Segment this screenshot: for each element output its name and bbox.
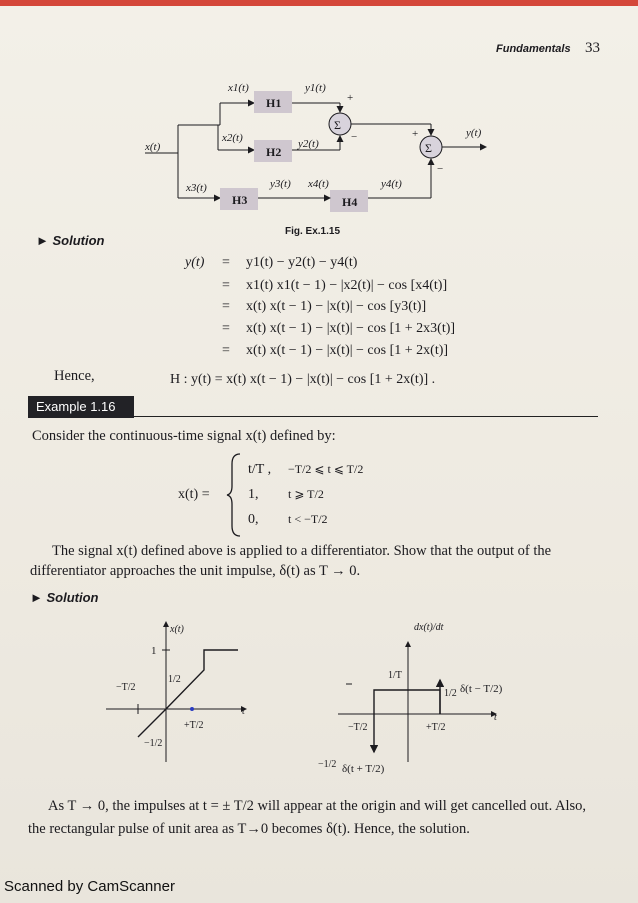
graph2-impulse-pos-label: δ(t − T/2) — [460, 683, 503, 695]
block-h1-label: H1 — [266, 96, 282, 110]
solution-heading-2 — [30, 590, 99, 605]
graph2-impulse-neg-label: δ(t + T/2) — [342, 763, 385, 775]
case-1-value: t/T , — [248, 462, 272, 477]
equals-sign-1: = — [222, 255, 230, 270]
example-divider — [134, 416, 598, 417]
running-header-title: Fundamentals — [496, 43, 571, 55]
y4-label: y4(t) — [381, 178, 402, 190]
sum-1-symbol: Σ — [334, 118, 341, 132]
conclusion-line-2: the rectangular pulse of unit area as T→0 becomes δ(t). Hence, the solution. — [28, 821, 470, 837]
graph1-neg-half-label: −1/2 — [144, 738, 163, 749]
x2-label: x2(t) — [222, 132, 243, 144]
block-diagram — [0, 0, 638, 240]
graph1-pos-T2-label: +T/2 — [184, 720, 204, 731]
derivation-line-1: y1(t) − y2(t) − y4(t) — [246, 255, 358, 270]
derivation-line-3: x(t) x(t − 1) − |x(t)| − cos [y3(t)] — [246, 299, 427, 314]
equals-sign-4: = — [222, 321, 230, 336]
sum2-plus-sign: + — [412, 128, 419, 140]
graph2-ylabel: dx(t)/dt — [414, 622, 444, 633]
block-h3-label: H3 — [232, 193, 248, 207]
output-label: y(t) — [466, 127, 482, 139]
hence-label: Hence, — [54, 368, 95, 384]
y2-label: y2(t) — [298, 138, 319, 150]
example-intro: Consider the continuous-time signal x(t) defined by: — [32, 428, 336, 444]
graph2-t-label: t — [494, 712, 497, 723]
graph1-ylabel: x(t) — [170, 624, 184, 635]
case-2-condition: t ⩾ T/2 — [288, 487, 324, 501]
y3-label: y3(t) — [270, 178, 291, 190]
origin-mark — [190, 707, 194, 711]
scanner-watermark: Scanned by CamScanner — [4, 878, 175, 895]
rectangular-pulse — [374, 690, 440, 714]
case-3-condition: t < −T/2 — [288, 512, 328, 526]
solution-heading-1 — [36, 233, 105, 248]
case-1-condition: −T/2 ⩽ t ⩽ T/2 — [288, 462, 364, 476]
equation-lhs: y(t) — [185, 255, 205, 270]
derivation-line-4: x(t) x(t − 1) − |x(t)| − cos [1 + 2x3(t)] — [246, 321, 456, 336]
graph2-pos-T2-label: +T/2 — [426, 722, 446, 733]
problem-text-line-2: differentiator approaches the unit impulse, δ(t) as T → 0. — [30, 563, 361, 579]
page-number: 33 — [585, 40, 600, 56]
solution-label: Solution — [52, 233, 105, 248]
final-equation: H : y(t) = x(t) x(t − 1) − |x(t)| − cos [1 + 2x(t)] . — [170, 372, 436, 387]
sum2-minus-sign: − — [437, 163, 444, 175]
graph2-neg-half-label: −1/2 — [318, 759, 337, 770]
conclusion-line-1: As T → 0, the impulses at t = ± T/2 will appear at the origin and will get cancelled out. Also, — [48, 798, 587, 814]
solution-label-2: Solution — [46, 590, 99, 605]
problem-text-line-1: The signal x(t) defined above is applied to a differentiator. Show that the output of the — [52, 543, 552, 559]
graph2-invT-label: 1/T — [388, 670, 402, 681]
derivation-line-2: x1(t) x1(t − 1) − |x2(t)| − cos [x4(t)] — [246, 278, 448, 293]
graph-x-of-t — [96, 612, 266, 777]
graph1-t-label: t — [242, 706, 245, 717]
sum1-minus-sign: − — [351, 131, 358, 143]
case-2-value: 1, — [248, 487, 259, 502]
x1-label: x1(t) — [228, 82, 249, 94]
equals-sign-5: = — [222, 343, 230, 358]
triangle-bullet-icon: ► — [30, 590, 43, 605]
equals-sign-3: = — [222, 299, 230, 314]
x3-label: x3(t) — [186, 182, 207, 194]
block-h2-label: H2 — [266, 145, 282, 159]
piecewise-lhs: x(t) = — [178, 487, 210, 502]
triangle-bullet-icon: ► — [36, 233, 49, 248]
example-label: Example 1.16 — [28, 396, 134, 418]
case-3-value: 0, — [248, 512, 259, 527]
x4-label: x4(t) — [308, 178, 329, 190]
y1-label: y1(t) — [305, 82, 326, 94]
left-brace — [226, 452, 242, 538]
block-h4-label: H4 — [342, 195, 358, 209]
equals-sign-2: = — [222, 278, 230, 293]
figure-caption: Fig. Ex.1.15 — [285, 226, 341, 237]
graph1-neg-T2-label: −T/2 — [116, 682, 136, 693]
graph1-half-label: 1/2 — [168, 674, 181, 685]
sum1-plus-sign: + — [347, 92, 354, 104]
graph2-neg-T2-label: −T/2 — [348, 722, 368, 733]
graph2-half-label: 1/2 — [444, 688, 457, 699]
graph-dxdt — [318, 612, 538, 787]
sum-2-symbol: Σ — [425, 141, 432, 155]
input-label: x(t) — [145, 141, 161, 153]
derivation-line-5: x(t) x(t − 1) − |x(t)| − cos [1 + 2x(t)] — [246, 343, 449, 358]
graph1-one-label: 1 — [151, 645, 157, 657]
